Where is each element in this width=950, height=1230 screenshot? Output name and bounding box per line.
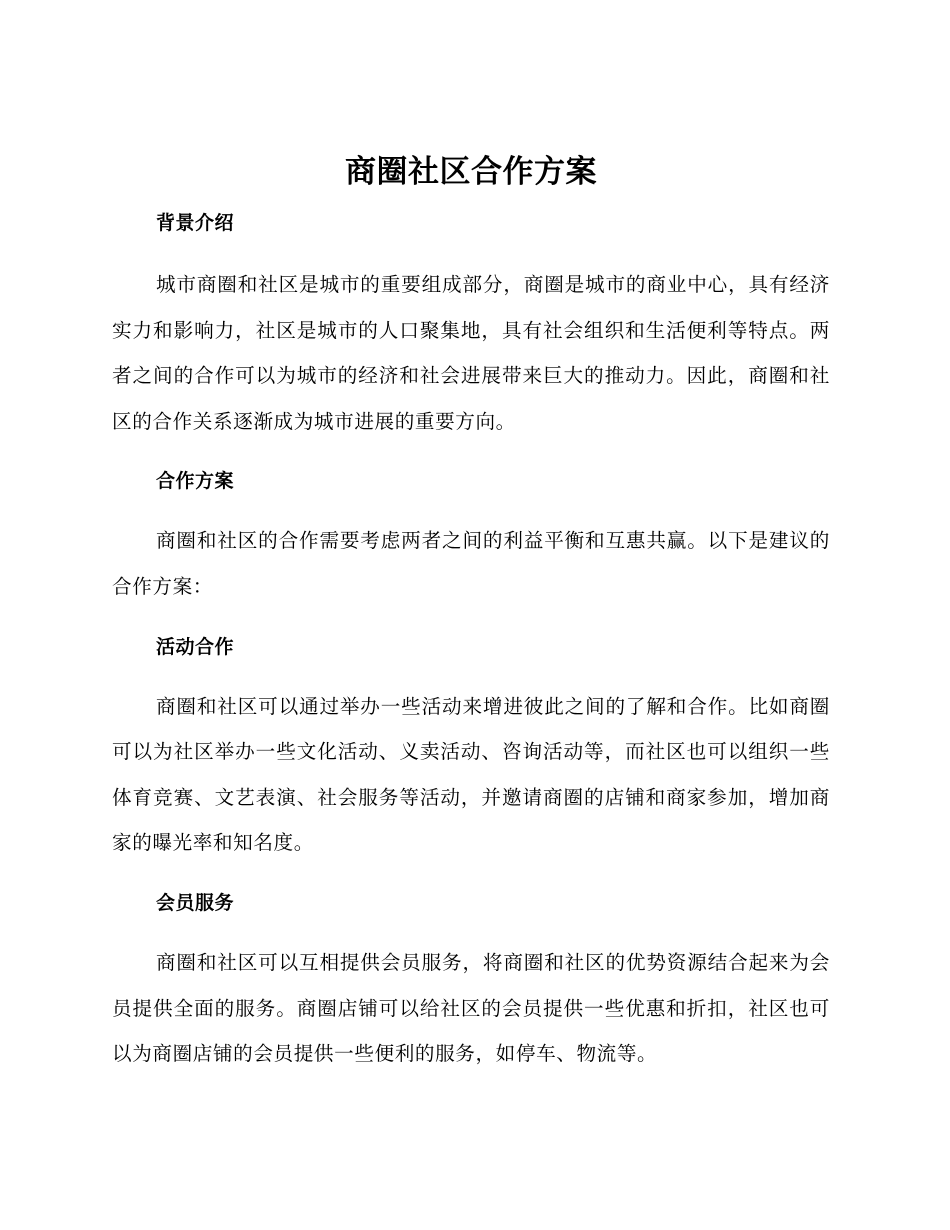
document-title: 商圈社区合作方案 [345, 154, 597, 190]
section-heading-cooperation-plan: 合作方案 [156, 470, 235, 493]
section-heading-background: 背景介绍 [156, 212, 235, 234]
section-paragraph-activity-cooperation: 商圈和社区可以通过举办一些活动来增进彼此之间的了解和合作。比如商圈可以为社区举办一些文化活动、义卖活动、咨询活动等，而社区也可以组织一些体育竞赛、文艺表演、社会服务等活动，并邀请商圈的店铺和商家参加，增加商家的曝光率和知名度。 [112, 694, 830, 855]
document-content [112, 148, 830, 1077]
section-paragraph-background: 城市商圈和社区是城市的重要组成部分，商圈是城市的商业中心，具有经济实力和影响力，社区是城市的人口聚集地，具有社会组织和生活便利等特点。两者之间的合作可以为城市的经济和社会进展带来巨大的推动力。因此，商圈和社区的合作关系逐渐成为城市进展的重要方向。 [112, 273, 830, 433]
section-heading-member-service: 会员服务 [156, 891, 235, 914]
section-heading-activity-cooperation: 活动合作 [156, 635, 235, 658]
section-paragraph-member-service: 商圈和社区可以互相提供会员服务，将商圈和社区的优势资源结合起来为会员提供全面的服务。商圈店铺可以给社区的会员提供一些优惠和折扣，社区也可以为商圈店铺的会员提供一些便利的服务，如停车、物流等。 [112, 950, 830, 1066]
section-paragraph-cooperation-plan: 商圈和社区的合作需要考虑两者之间的利益平衡和互惠共赢。以下是建议的合作方案： [112, 529, 830, 598]
